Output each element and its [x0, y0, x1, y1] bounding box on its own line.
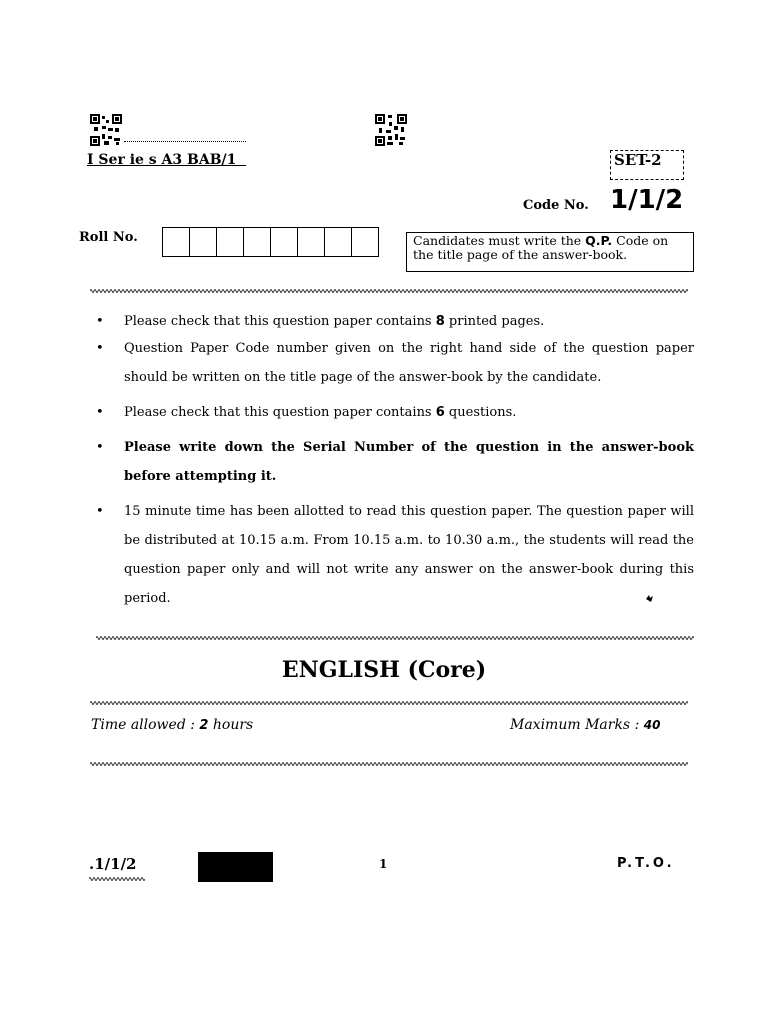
- qr-underline: [124, 141, 246, 142]
- roll-digit-box[interactable]: [162, 227, 190, 257]
- bullet: •: [96, 314, 104, 329]
- bullet: •: [96, 504, 104, 519]
- series-code: I Ser ie s A3 BAB/1: [87, 152, 247, 168]
- roll-digit-box[interactable]: [243, 227, 271, 257]
- instruction-text: Please check that this question paper contains: [124, 405, 436, 420]
- instruction-text: Question Paper Code number given on the right hand side of the question paper should be written on the title page of the answer-book by the candidate.: [124, 341, 694, 385]
- footer-wavy-underline: [89, 876, 145, 882]
- code-number: 1/1/2: [610, 185, 684, 215]
- instruction-text: Please check that this question paper contains: [124, 314, 436, 329]
- candidate-note-pre: Candidates must write the: [413, 233, 586, 248]
- instruction-text-end: printed pages.: [444, 314, 545, 329]
- qr-code-left: [90, 114, 122, 146]
- wavy-divider: [90, 700, 688, 706]
- wavy-divider: [90, 761, 688, 767]
- roll-digit-box[interactable]: [189, 227, 217, 257]
- roll-digit-box[interactable]: [216, 227, 244, 257]
- code-label: Code No.: [523, 198, 589, 213]
- bullet: •: [96, 440, 104, 455]
- marks-value: 40: [643, 718, 661, 732]
- instruction-bold: 8: [435, 314, 445, 329]
- candidate-note-bold: Q.P.: [585, 233, 613, 248]
- instruction-bold: Please write down the Serial Number of the question in the answer-book before attempting it.: [124, 440, 694, 484]
- time-label: Time allowed :: [91, 717, 200, 733]
- roll-digit-box[interactable]: [351, 227, 379, 257]
- maximum-marks: [510, 717, 660, 733]
- instruction-text-end: questions.: [444, 405, 517, 420]
- wavy-divider: [96, 635, 694, 641]
- small-mark-icon: [645, 593, 655, 603]
- candidate-note-box: [406, 232, 694, 272]
- qr-code-right: [375, 114, 407, 146]
- time-unit: hours: [208, 717, 254, 733]
- wavy-divider: [90, 288, 688, 294]
- bullet: •: [96, 405, 104, 420]
- roll-digit-box[interactable]: [270, 227, 298, 257]
- time-value: 2: [199, 718, 209, 733]
- footer-code: .1/1/2: [89, 855, 137, 873]
- bullet: •: [96, 341, 104, 356]
- roll-digit-box[interactable]: [297, 227, 325, 257]
- page-number: 1: [379, 857, 388, 871]
- time-allowed: [91, 717, 253, 733]
- subject-title: ENGLISH (Core): [281, 657, 487, 683]
- roll-number-boxes[interactable]: [162, 227, 378, 257]
- marks-label: Maximum Marks :: [510, 717, 644, 733]
- roll-label: Roll No.: [79, 230, 138, 245]
- redacted-box: [198, 852, 273, 882]
- candidate-note-post: Code on the title page of the answer-book.: [413, 233, 669, 262]
- instruction-bold: 6: [435, 405, 445, 420]
- set-label: SET-2: [610, 150, 684, 180]
- pto-label: P.T.O.: [617, 856, 675, 871]
- roll-digit-box[interactable]: [324, 227, 352, 257]
- instruction-text: 15 minute time has been allotted to read this question paper. The question paper will be distributed at 10.15 a.m. From 10.15 a.m. to 10.30 a.m., the students will read the question paper only and will not write any answer on the answer-book during this period.: [124, 504, 694, 606]
